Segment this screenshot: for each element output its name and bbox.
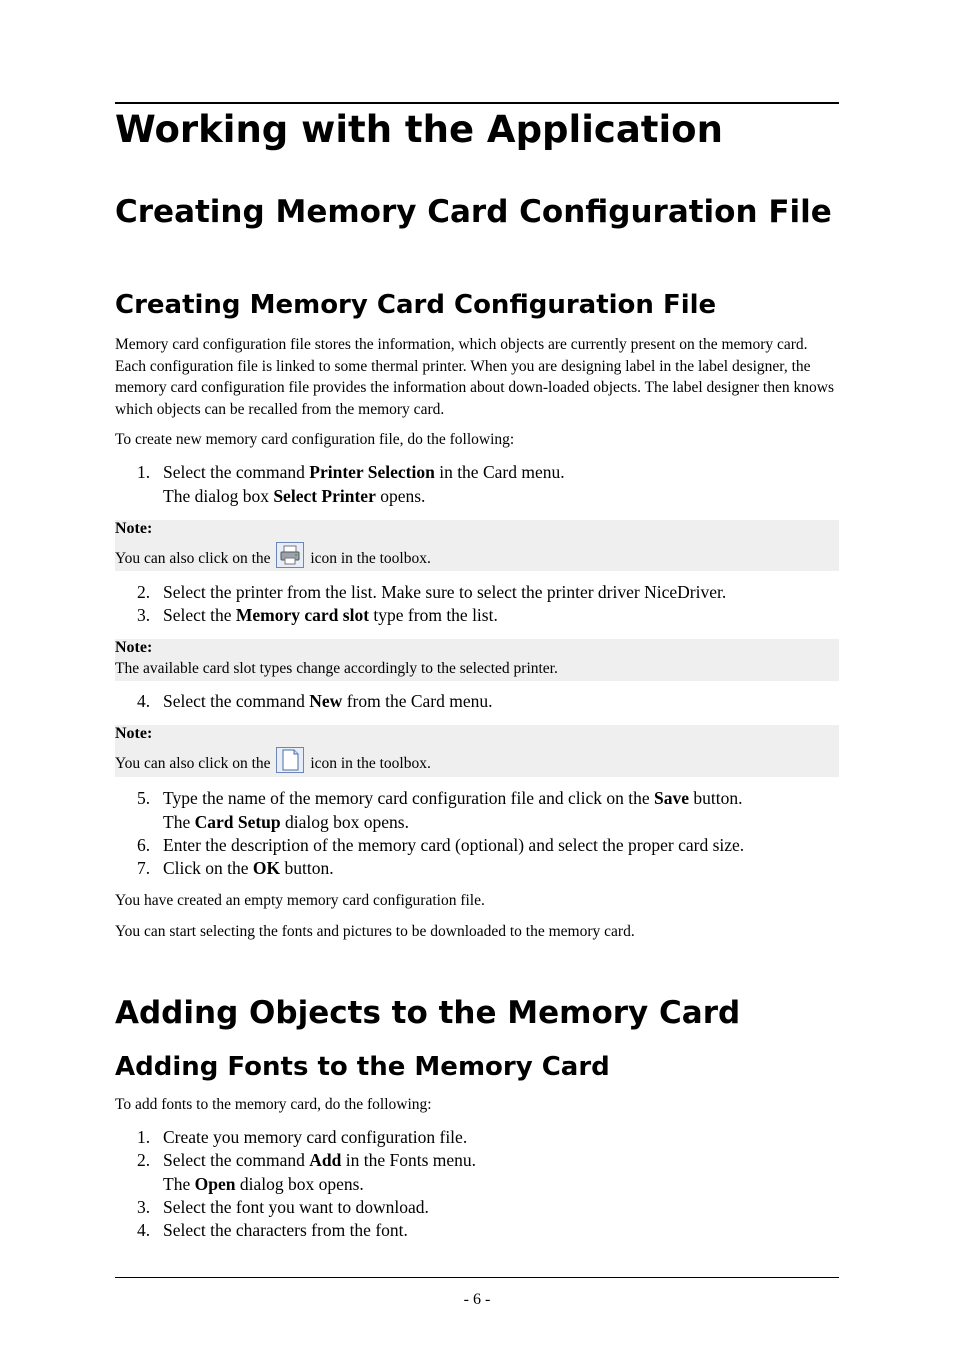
list-item: 6. Enter the description of the memory card (optional) and select the proper card size. <box>137 835 745 855</box>
note-body: You can also click on the icon in the toolbox. <box>115 542 431 568</box>
top-rule <box>115 102 839 104</box>
list-item: 2. Select the printer from the list. Make sure to select the printer driver NiceDriver. <box>137 582 727 602</box>
note-label: Note: <box>115 520 153 537</box>
list-item: 5. Type the name of the memory card configuration file and click on the Save button. The Card Setup dialog box opens. <box>137 787 837 834</box>
note-box <box>115 725 839 777</box>
list-item: 1. Select the command Printer Selection in the Card menu. The dialog box Select Printer opens. <box>137 461 837 508</box>
list-item: 4. Select the command New from the Card menu. <box>137 691 493 711</box>
list-item: 3. Select the font you want to download. <box>137 1197 429 1217</box>
list-item-continuation: The Card Setup dialog box opens. <box>163 811 409 832</box>
list-item: 2. Select the command Add in the Fonts menu. The Open dialog box opens. <box>137 1149 837 1196</box>
new-document-icon <box>276 747 304 773</box>
list-item: 1. Create you memory card configuration file. <box>137 1127 468 1147</box>
list-item: 4. Select the characters from the font. <box>137 1220 408 1240</box>
list-item: 7. Click on the OK button. <box>137 858 334 878</box>
bottom-rule <box>115 1277 839 1278</box>
lead-paragraph: To create new memory card configuration file, do the following: <box>115 431 515 448</box>
outro-paragraph: You can start selecting the fonts and pictures to be downloaded to the memory card. <box>115 923 635 940</box>
section-heading-adding: Adding Objects to the Memory Card <box>115 995 741 1031</box>
note-box <box>115 639 839 681</box>
lead-paragraph: To add fonts to the memory card, do the following: <box>115 1096 432 1113</box>
page-title: Working with the Application <box>115 108 723 151</box>
subsection-heading-creating: Creating Memory Card Configuration File <box>115 290 717 320</box>
list-item-continuation: The Open dialog box opens. <box>163 1173 364 1194</box>
outro-paragraph: You have created an empty memory card configuration file. <box>115 892 485 909</box>
page-number: - 6 - <box>463 1291 491 1308</box>
list-item-continuation: The dialog box Select Printer opens. <box>163 485 426 506</box>
subsection-heading-fonts: Adding Fonts to the Memory Card <box>115 1052 610 1082</box>
list-item: 3. Select the Memory card slot type from the list. <box>137 605 498 625</box>
note-body: You can also click on the icon in the toolbox. <box>115 747 431 773</box>
printer-icon <box>276 542 304 568</box>
note-body: The available card slot types change accordingly to the selected printer. <box>115 660 558 677</box>
section-heading-creating: Creating Memory Card Configuration File <box>115 194 832 230</box>
note-label: Note: <box>115 639 153 656</box>
note-box <box>115 520 839 571</box>
intro-paragraph: Memory card configuration file stores the information, which objects are currently present on the memory card. Each configuration file is linked to some thermal printer. When you are designing label in the label designer, the memory card configuration file provides the information about down-loaded objects. The label designer then knows which objects can be recalled from the memory card. <box>115 336 834 419</box>
note-label: Note: <box>115 725 153 742</box>
